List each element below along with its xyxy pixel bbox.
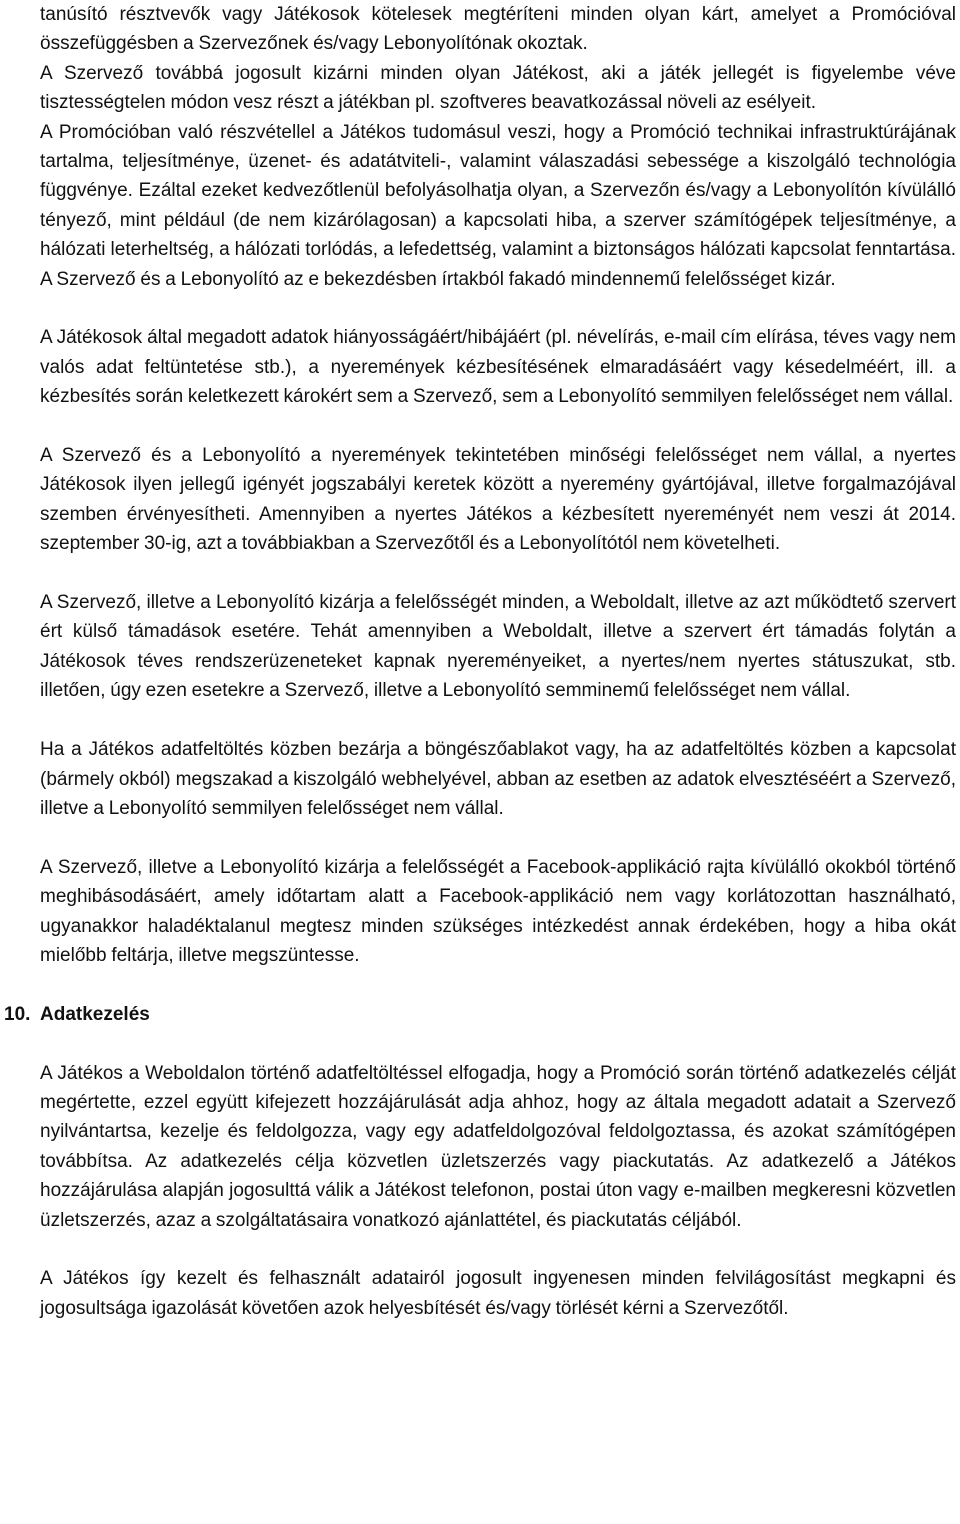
paragraph-claims: tanúsító résztvevők vagy Játékosok kötelesek megtéríteni minden olyan kárt, amelyet a Promócióval összefüggésben a Szervezőnek és/vagy Lebonyolítónak okoztak.: [40, 4, 956, 55]
section-heading: [4, 1000, 956, 1029]
paragraph-data-processing: A Játékos a Weboldalon történő adatfeltöltéssel elfogadja, hogy a Promóció során történő adatkezelés célját megértette, ezzel együtt kifejezett hozzájárulását adja ahhoz, hogy az általa megadott adatait a Szervező nyilvántartsa, kezelje és feldolgozza, vagy egy adatfeldolgozóval feldolgoztassa, és azokat számítógépen továbbítsa. Az adatkezelés célja közvetlen üzletszerzés vagy piackutatás. Az adatkezelő a Játékos hozzájárulása alapján jogosulttá válik a Játékost telefonon, postai úton vagy e-mailben megkeresni közvetlen üzletszerzés, azaz a szolgáltatásaira vonatkozó ajánlattétel, és piackutatás céljából.: [40, 1062, 956, 1231]
paragraph-technical: A Promócióban való részvétellel a Játékos tudomásul veszi, hogy a Promóció technikai infrastruktúrájának tartalma, teljesítménye, üzenet- és adatátviteli-, valamint válaszadási sebessége a kiszolgáló technológia függvénye. Ezáltal ezeket kedvezőtlenül befolyásolhatja olyan, a Szervezőn és/vagy a Lebonyolítón kívülálló tényező, mint például (de nem kizárólagosan) a kapcsolati hiba, a szerver számítógépek teljesítménye, a hálózati leterheltség, a hálózati torlódás, a lefedettség, valamint a biztonságos hálózati kapcsolat fenntartása. A Szervező és a Lebonyolító az e bekezdésben írtakból fakadó mindennemű felelősséget kizár.: [40, 121, 956, 290]
paragraph-data-rights: A Játékos így kezelt és felhasznált adatairól jogosult ingyenesen minden felvilágosítást megkapni és jogosultsága igazolását követően azok helyesbítését és/vagy törlését kérni a Szervezőtől.: [40, 1268, 956, 1319]
paragraph-spacer: [40, 412, 956, 441]
paragraph-spacer: [40, 1029, 956, 1058]
paragraph-exclusion: A Szervező továbbá jogosult kizárni minden olyan Játékost, aki a játék jellegét is figyelembe véve tisztességtelen módon vesz részt a játékban pl. szoftveres beavatkozással növeli az esélyeit.: [40, 62, 956, 114]
paragraph-player-data: A Játékosok által megadott adatok hiányosságáért/hibájáért (pl. névelírás, e-mail cím elírása, téves vagy nem valós adat feltüntetése stb.), a nyeremények kézbesítésének elmaradásáért vagy késedelméért, ill. a kézbesítés során keletkezett károkért sem a Szervező, sem a Lebonyolító semmilyen felelősséget nem vállal.: [40, 327, 956, 408]
paragraph-spacer: [40, 1235, 956, 1264]
document-page: [4, 0, 956, 1323]
paragraph-spacer: [40, 970, 956, 999]
paragraph-spacer: [40, 706, 956, 735]
paragraph-facebook: A Szervező, illetve a Lebonyolító kizárja a felelősségét a Facebook-applikáció rajta kívülálló okokból történő meghibásodásáért, amely időtartam alatt a Facebook-applikáció nem vagy korlátozottan használható, ugyanakkor haladéktalanul megtesz minden szükséges intézkedést annak érdekében, hogy a hiba okát mielőbb feltárja, illetve megszüntesse.: [40, 856, 956, 966]
paragraph-upload: Ha a Játékos adatfeltöltés közben bezárja a böngészőablakot vagy, ha az adatfeltöltés közben a kapcsolat (bármely okból) megszakad a kiszolgáló webhelyével, abban az esetben az adatok elvesztéséért a Szervező, illetve a Lebonyolító semmilyen felelősséget nem vállal.: [40, 739, 956, 819]
paragraph-spacer: [40, 823, 956, 852]
paragraph-prize-quality: A Szervező és a Lebonyolító a nyeremények tekintetében minőségi felelősséget nem vállal, a nyertes Játékosok ilyen jellegű igényét jogszabályi keretek között a nyeremény gyártójával, illetve forgalmazójával szemben érvényesítheti. Amennyiben a nyertes Játékos a kézbesített nyereményét nem veszi át 2014. szeptember 30-ig, azt a továbbiakban a Szervezőtől és a Lebonyolítótól nem követelheti.: [40, 445, 956, 555]
paragraph-spacer: [40, 294, 956, 323]
paragraph-attacks: A Szervező, illetve a Lebonyolító kizárja a felelősségét minden, a Weboldalt, illetve az azt működtető szervert ért külső támadások esetére. Tehát amennyiben a Weboldalt, illetve a szervert ért támadás folytán a Játékosok téves rendszerüzeneteket kapnak nyereményeiket, a nyertes/nem nyertes státuszukat, stb. illetően, úgy ezen esetekre a Szervező, illetve a Lebonyolító semminemű felelősséget nem vállal.: [40, 592, 956, 702]
section-title: Adatkezelés: [40, 1003, 150, 1025]
paragraph-spacer: [40, 559, 956, 588]
section-number: 10.: [4, 1003, 31, 1025]
